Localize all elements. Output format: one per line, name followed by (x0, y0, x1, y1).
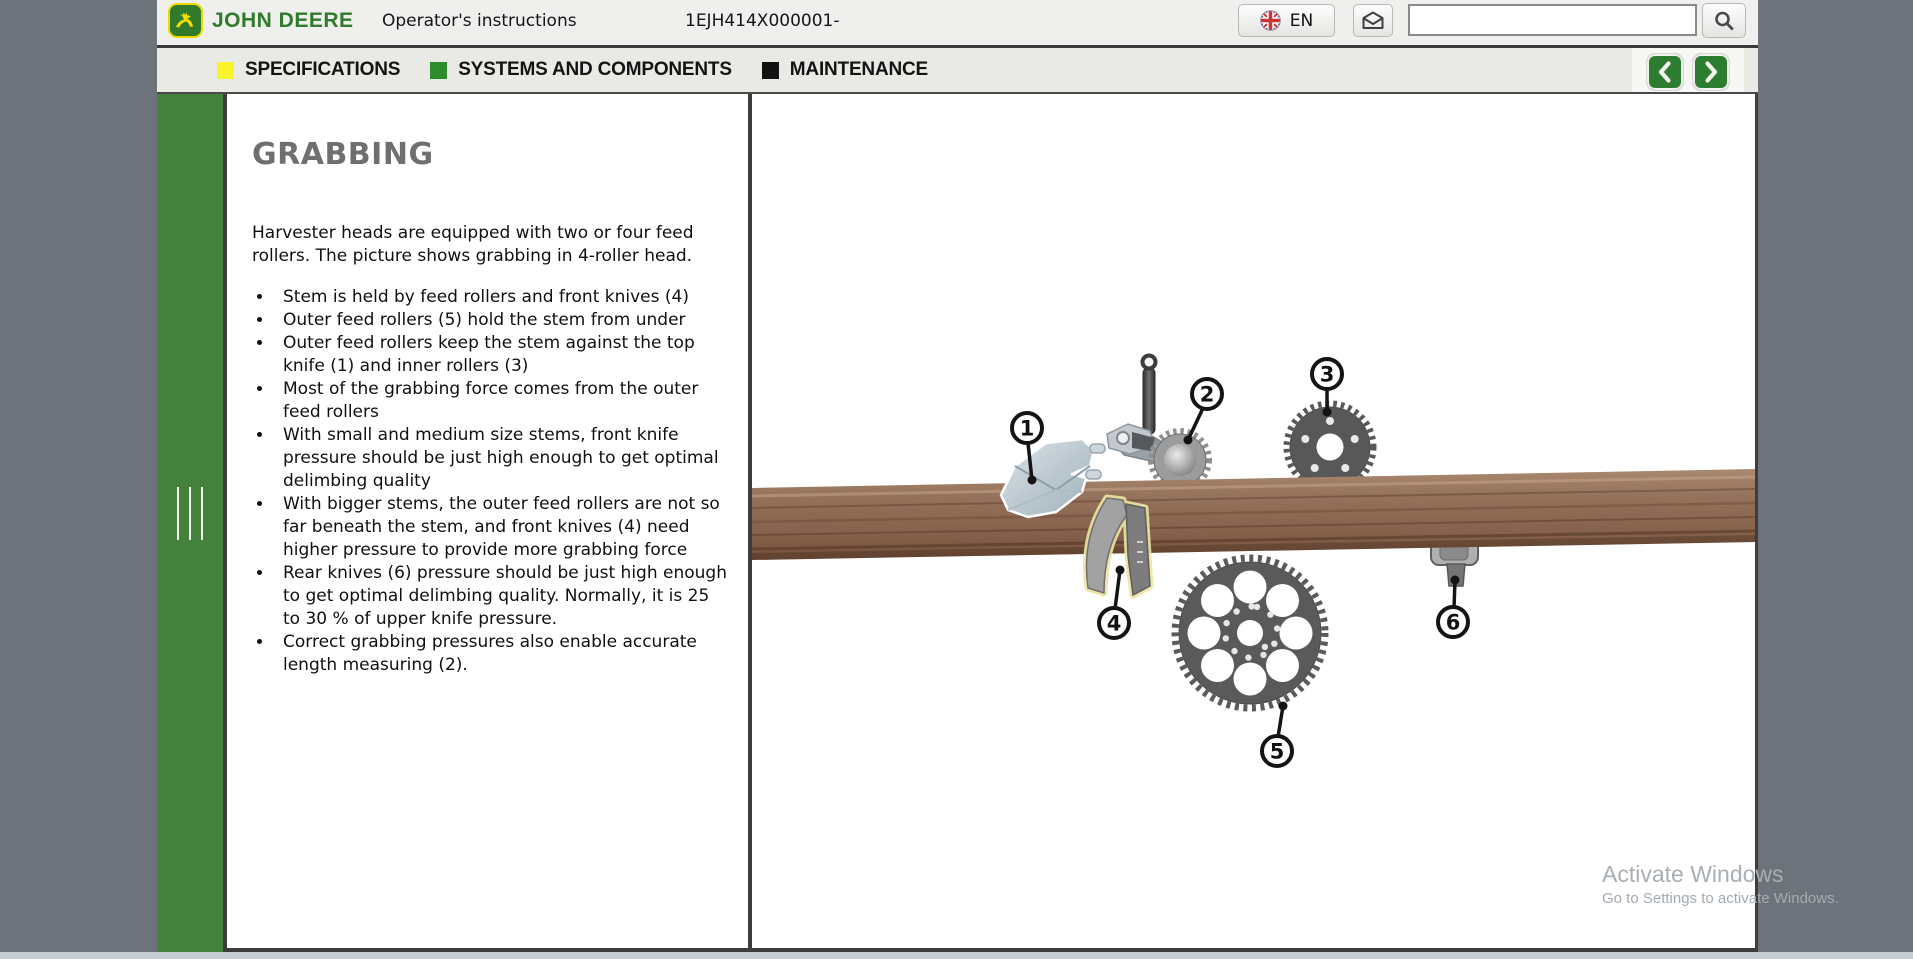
tab-label: SYSTEMS AND COMPONENTS (458, 59, 732, 80)
list-item: • Most of the grabbing force comes from the outer feed rollers (274, 378, 730, 424)
tree-stem-illustration (752, 469, 1755, 560)
envelope-icon (1361, 11, 1385, 30)
list-item: • With bigger stems, the outer feed rollers are not so far beneath the stem, and front knives (4) need higher pressure to provide more grabbing force (274, 493, 730, 562)
section-nav-bar (157, 45, 1758, 92)
systems-swatch-icon (430, 62, 447, 79)
list-item: • Rear knives (6) pressure should be just high enough to get optimal delimbing quality. Normally, it is 25 to 30 % of upper knife pressure. (274, 562, 730, 631)
specifications-swatch-icon (217, 62, 234, 79)
list-item: • With small and medium size stems, front knife pressure should be just high enough to get optimal delimbing quality (274, 424, 730, 493)
list-item: • Outer feed rollers keep the stem against the top knife (1) and inner rollers (3) (274, 332, 730, 378)
list-item: • Stem is held by feed rollers and front knives (4) (274, 286, 730, 309)
maintenance-swatch-icon (762, 62, 779, 79)
john-deere-logo-icon (168, 3, 203, 38)
language-code: EN (1289, 10, 1314, 31)
top-bar (157, 0, 1758, 45)
bottom-strip (0, 952, 1913, 959)
serial-number: 1EJH414X000001- (685, 11, 840, 31)
list-item: • Outer feed rollers (5) hold the stem from under (274, 309, 730, 332)
bullet-list (252, 286, 730, 677)
svg-text:4: 4 (1106, 611, 1122, 636)
list-item: • Correct grabbing pressures also enable accurate length measuring (2). (274, 631, 730, 677)
magnifier-icon (1713, 10, 1735, 32)
search-input[interactable] (1408, 4, 1697, 36)
watermark-line2: Go to Settings to activate Windows. (1602, 890, 1839, 907)
svg-text:5: 5 (1269, 739, 1285, 764)
tab-maintenance[interactable] (762, 59, 928, 81)
intro-paragraph: Harvester heads are equipped with two or four feed rollers. The picture shows grabbing in 4-roller head. (252, 223, 694, 266)
tab-systems-and-components[interactable] (430, 59, 732, 81)
grabbing-diagram (752, 94, 1755, 947)
outer-feed-roller-illustration (1175, 558, 1325, 708)
illustration-panel (752, 94, 1758, 953)
instruction-text-panel (227, 94, 752, 953)
svg-text:3: 3 (1319, 362, 1335, 387)
watermark-line1: Activate Windows (1602, 861, 1784, 887)
tab-label: SPECIFICATIONS (245, 59, 401, 80)
measuring-wheel-illustration (1107, 356, 1209, 490)
callout-5 (1262, 702, 1292, 767)
page-title: GRABBING (252, 137, 434, 172)
search-button[interactable] (1702, 3, 1746, 38)
previous-page-button[interactable] (1646, 53, 1684, 91)
tab-label: MAINTENANCE (789, 59, 928, 80)
callout-2 (1184, 379, 1223, 445)
next-page-button[interactable] (1692, 53, 1730, 91)
application-window (157, 0, 1758, 953)
content-area (157, 92, 1758, 953)
drag-handle-icon[interactable] (177, 487, 203, 540)
chevron-right-icon (1701, 60, 1721, 84)
svg-text:2: 2 (1199, 382, 1215, 407)
document-title: Operator's instructions (382, 11, 577, 31)
mail-button[interactable] (1353, 4, 1393, 37)
chevron-left-icon (1655, 60, 1675, 84)
svg-text:6: 6 (1445, 610, 1461, 635)
page-navigation (1632, 48, 1744, 95)
uk-flag-icon (1260, 10, 1281, 31)
language-button[interactable] (1238, 4, 1335, 37)
brand-name: JOHN DEERE (212, 9, 354, 32)
collapsed-toc-sidebar (157, 94, 227, 953)
tab-specifications[interactable] (217, 59, 400, 81)
svg-text:1: 1 (1019, 416, 1035, 441)
